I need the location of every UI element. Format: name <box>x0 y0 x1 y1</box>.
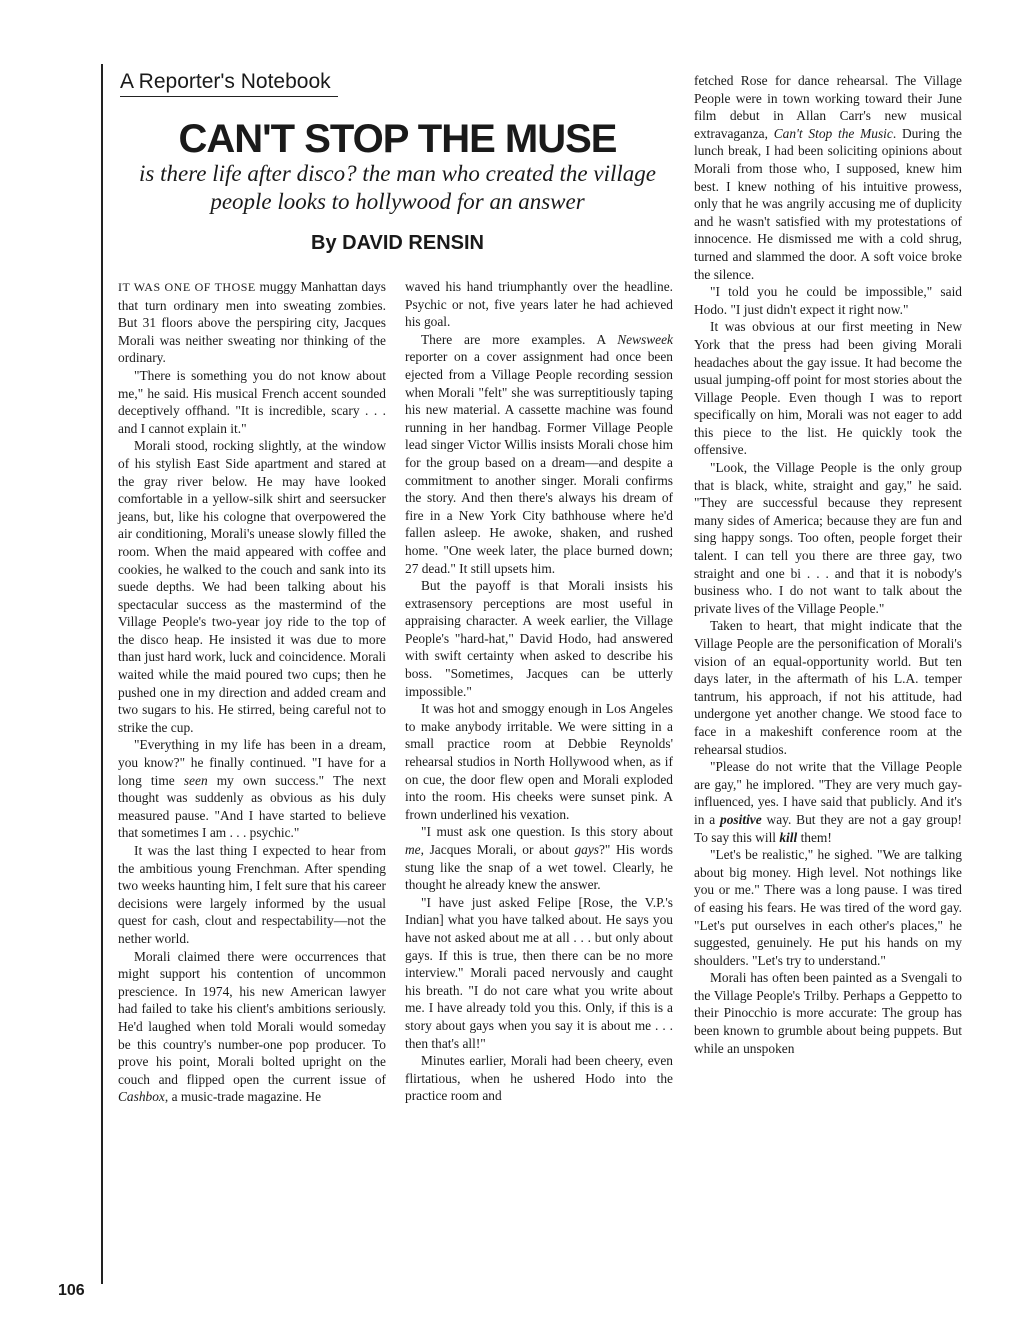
paragraph: "Please do not write that the Village People are gay," he implored. "They are very much gay-influenced, yes. I have said that publicly. And it's in a positive way. But they are not a gay group! To say this will kill them! <box>694 759 962 845</box>
paragraph: "I told you he could be impossible," said Hodo. "I just didn't expect it right now." <box>694 284 962 317</box>
margin-rule <box>101 64 103 1284</box>
article-column-1 <box>118 278 386 1288</box>
paragraph: There are more examples. A Newsweek reporter on a cover assignment had once been ejected from a Village People recording session when Morali "felt" she was surreptitiously taping his new material. A cassette machine was found running in her handbag. Former Village People lead singer Victor Willis insists Morali chose him for the group based on a dream—and despite a commitment to another singer. Morali confirms the story. And then there's always his dream of fire in a New York City bathhouse where he'd fallen asleep. He awoke, shaken, and rushed home. "One week later, the place burned down; 27 dead." It still upsets him. <box>405 331 673 576</box>
kicker-underline <box>120 96 338 97</box>
article-column-3 <box>694 72 962 1288</box>
paragraph: waved his hand triumphantly over the headline. Psychic or not, five years later he had achieved his goal. <box>405 279 673 330</box>
paragraph: "Look, the Village People is the only group that is black, white, straight and gay," he said. "They are successful because they represent many sides of America; because they are fun and sing happy songs. Too often, people forget their talent. I can tell you there are three gay, two straight and one bi . . . and that it is nobody's business who. I do not want to talk about the private lives of the Village People." <box>694 460 962 616</box>
paragraph: Minutes earlier, Morali had been cheery, even flirtatious, when he ushered Hodo into the practice room and <box>405 1053 673 1104</box>
paragraph: It was obvious at our first meeting in New York that the press had been giving Morali headaches about the gay issue. It had become the usual jumping-off point for most stories about the Village People. Even though I was to report specifically on him, Morali was not eager to add this piece to the list. He quickly took the offensive. <box>694 319 962 458</box>
article-column-2 <box>405 278 673 1288</box>
paragraph: IT WAS ONE OF THOSE muggy Manhattan days that turn ordinary men into sweating zombies. But 31 floors above the perspiring city, Jacques Morali was neither sweating nor thinking of the ordinary. <box>118 279 386 366</box>
paragraph: It was hot and smoggy enough in Los Angeles to make anybody irritable. We were sitting in a small practice room at Debbie Reynolds' rehearsal studios in North Hollywood when, as if on cue, the door flew open and Morali exploded into the room. His cheeks were sunset pink. A frown underlined his vexation. <box>405 701 673 822</box>
paragraph: But the payoff is that Morali insists his extrasensory perceptions are most useful in appraising character. A week earlier, the Village People's "hard-hat," David Hodo, had answered with swift certainty when asked to describe his boss. "Sometimes, Jacques can be utterly impossible." <box>405 578 673 699</box>
paragraph: fetched Rose for dance rehearsal. The Village People were in town working toward their June film debut in Allan Carr's new musical extravaganza, Can't Stop the Music. During the lunch break, I had been soliciting opinions about Morali from those who, I supposed, knew him best. I knew nothing of his intuitive prowess, only that he was angrily accusing me of duplicity and he wasn't satisfied with my protestations of innocence. He dismissed me with a cold shrug, turned and slammed the door. A soft voice broke the silence. <box>694 73 962 282</box>
lead-in: IT WAS ONE OF THOSE <box>118 280 256 294</box>
paragraph: "I must ask one question. Is this story about me, Jacques Morali, or about gays?" His words stung like the snap of a wet towel. Clearly, he thought he already knew the answer. <box>405 824 673 893</box>
page-number: 106 <box>58 1282 85 1299</box>
paragraph: "There is something you do not know about me," he said. His musical French accent sounded deceptively offhand. "It is incredible, scary . . . and I cannot explain it." <box>118 367 386 436</box>
headline: CAN'T STOP THE MUSE <box>178 117 617 161</box>
paragraph: Taken to heart, that might indicate that the Village People are the personification of Morali's vision of an equal-opportunity world. But ten days later, in the aftermath of his L.A. temper tantrum, his approach, if not his attitude, had undergone yet another change. We stood face to face in a makeshift conference room at the rehearsal studios. <box>694 618 962 757</box>
paragraph: "Everything in my life has been in a dream, you know?" he finally continued. "I have for a long time seen my own success." The next thought was suddenly as obvious as his duly measured pause. "And I have started to believe that sometimes I am . . . psychic." <box>118 737 386 841</box>
paragraph: Morali claimed there were occurrences that might support his contention of uncommon prescience. In 1974, his new American lawyer had failed to take his client's ambitions seriously. He'd laughed when told Morali would someday be this country's number-one pop producer. To prove his point, Morali bolted upright on the couch and flipped open the current issue of Cashbox, a music-trade magazine. He <box>118 948 386 1105</box>
byline: By DAVID RENSIN <box>311 232 484 254</box>
paragraph: It was the last thing I expected to hear from the ambitious young Frenchman. After spending two weeks haunting him, I felt sure that his career decisions were largely informed by the usual quest for cash, clout and respectability—not the nether world. <box>118 843 386 946</box>
section-kicker: A Reporter's Notebook <box>120 70 331 93</box>
deck-subtitle: is there life after disco? the man who created the village people looks to hollywood for an answer <box>139 161 656 214</box>
paragraph: "Let's be realistic," he sighed. "We are talking about big money. High level. Not nothings like you or me." There was a long pause. I was tired of easing his fears. He was tired of the word gay. "Let's put ourselves in each other's places," he suggested, genuinely. He put his hands on my shoulders. "Let's try to understand." <box>694 847 962 968</box>
paragraph: Morali stood, rocking slightly, at the window of his stylish East Side apartment and stared at the gray river below. He may have looked comfortable in a yellow-silk shirt and seersucker jeans, but, like his cologne that overpowered the air conditioning, Morali's unease slowly filled the room. When the maid appeared with coffee and cookies, he walked to the couch and sank into its suede depths. We had been talking about his spectacular success as the mastermind of the Village People's two-year joy ride to the top of the disco heap. He insisted it was due to more than just hard work, luck and coincidence. Morali waited while the maid poured two cups; then he pushed one in my direction and added cream and two sugars to his. He stirred, being careful not to strike the cup. <box>118 438 386 735</box>
paragraph: "I have just asked Felipe [Rose, the V.P.'s Indian] what you have talked about. He says you have not asked about me at all . . . but only about gays. If this is true, then there can be no more interview." Morali paced nervously and caught his breath. "I do not care what you write about me. I have already told you this. Only, if this is a story about gays when you say it is about me . . . then that's all!" <box>405 894 673 1051</box>
paragraph: Morali has often been painted as a Svengali to the Village People's Trilby. Perhaps a Geppetto to their Pinocchio is more accurate: The group has been known to grumble about being puppets. But while an unspoken <box>694 970 962 1056</box>
